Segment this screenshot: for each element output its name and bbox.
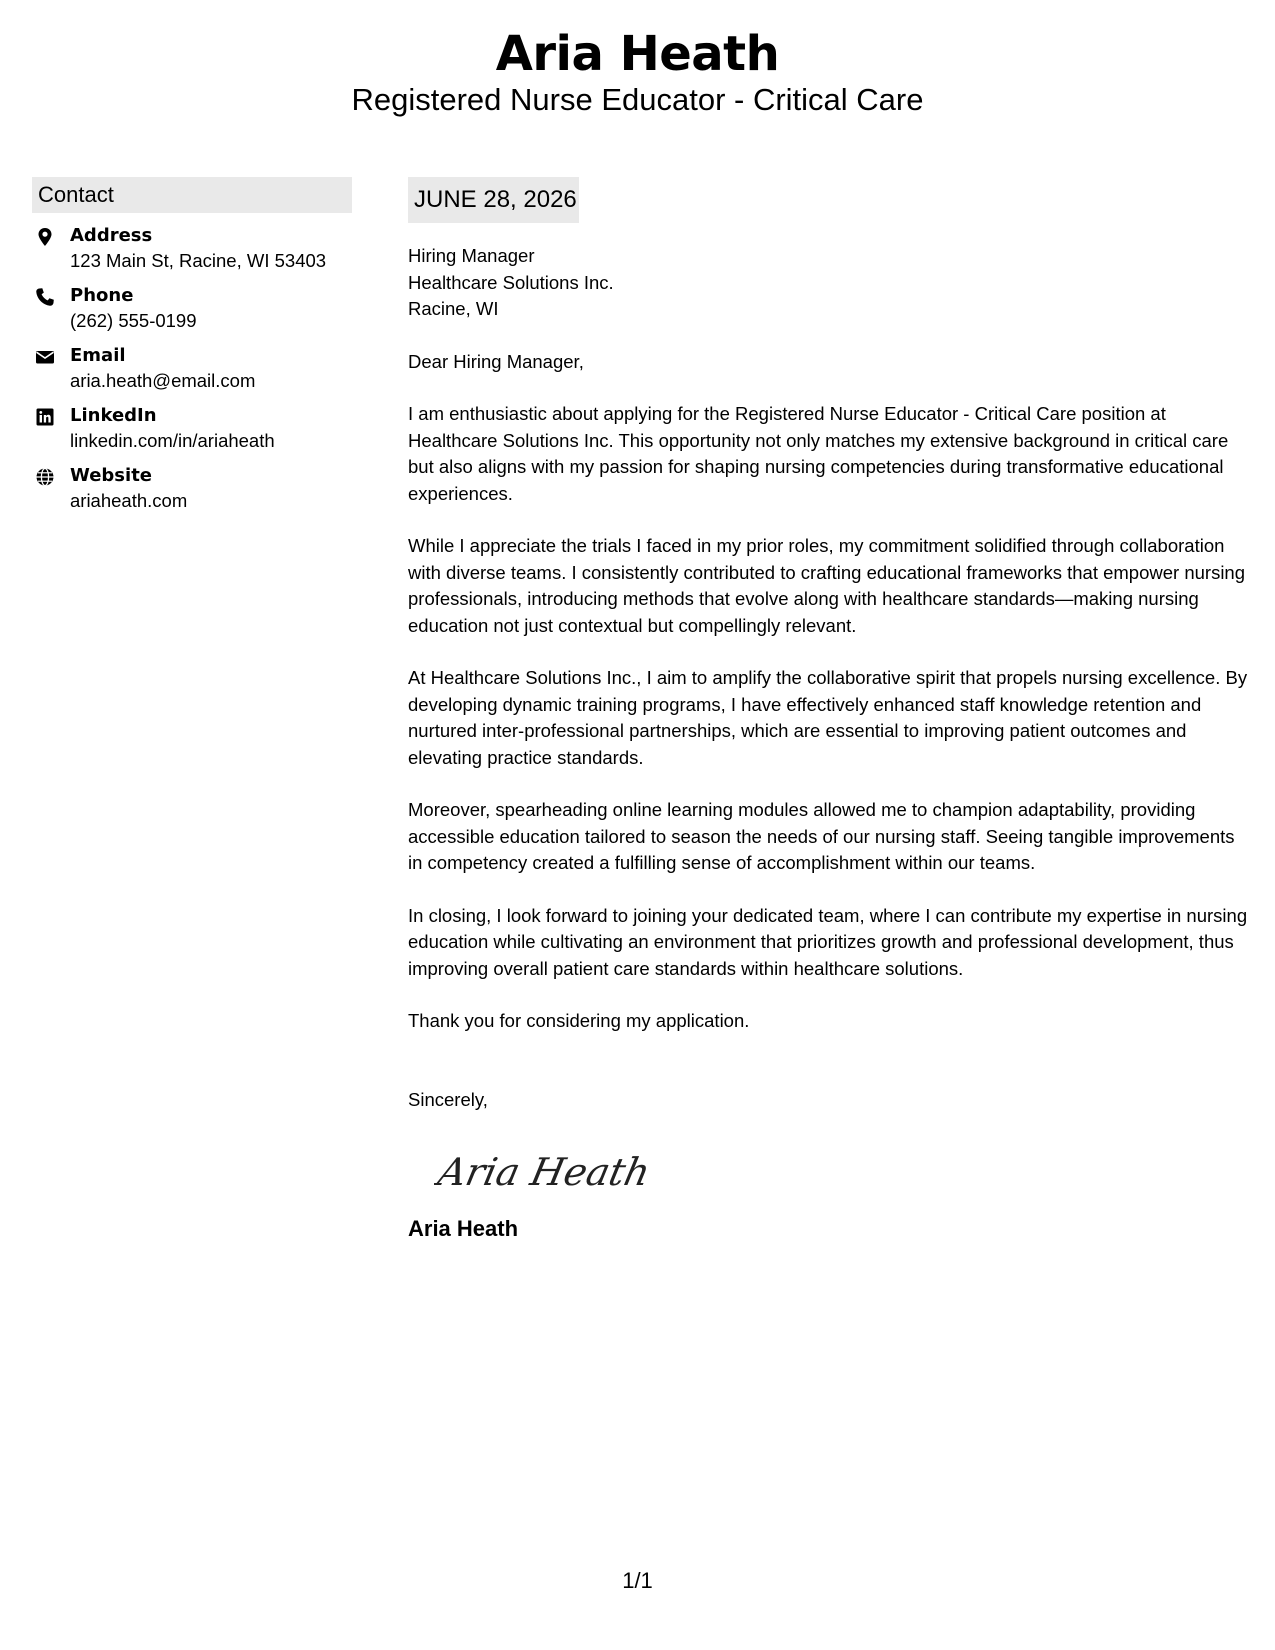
location-pin-icon (35, 227, 55, 247)
email-value: aria.heath@email.com (70, 370, 256, 391)
envelope-icon (35, 347, 55, 367)
page-number: 1/1 (622, 1568, 653, 1593)
applicant-name: Aria Heath (495, 26, 780, 82)
handwritten-signature (434, 1139, 1253, 1203)
contact-item-email (32, 343, 352, 393)
recipient-company: Healthcare Solutions Inc. (408, 271, 614, 293)
body-paragraph: I am enthusiastic about applying for the Registered Nurse Educator - Critical Care position at Healthcare Solutions Inc. This opportunity not only matches my extensive background in critical care but also aligns with my passion for shaping nursing competencies during transformative educational experiences. (408, 403, 1229, 504)
contact-sidebar (32, 177, 352, 513)
contact-item-phone (32, 283, 352, 333)
recipient-name: Hiring Manager (408, 245, 535, 266)
contact-item-linkedin (32, 403, 352, 453)
recipient-block (408, 243, 1253, 323)
phone-icon (35, 287, 55, 307)
contact-label: Email (70, 345, 126, 366)
contact-label: LinkedIn (70, 405, 157, 426)
contact-heading: Contact (32, 177, 352, 213)
signer-name: Aria Heath (408, 1216, 519, 1241)
contact-item-address (32, 223, 352, 273)
linkedin-value: linkedin.com/in/ariaheath (70, 430, 275, 451)
letter-date: JUNE 28, 2026 (408, 177, 579, 223)
contact-label: Address (70, 225, 153, 246)
letter-header (0, 26, 1275, 118)
signature-text: Aria Heath (434, 1150, 654, 1195)
greeting: Dear Hiring Manager, (408, 350, 584, 372)
phone-value: (262) 555-0199 (70, 310, 197, 331)
body-paragraph: In closing, I look forward to joining your dedicated team, where I can contribute my expertise in nursing education while cultivating an environment that prioritizes growth and professional development, thus improving overall patient care standards within healthcare solutions. (408, 904, 1248, 979)
contact-item-website (32, 463, 352, 513)
body-paragraph: At Healthcare Solutions Inc., I aim to amplify the collaborative spirit that propels nursing excellence. By developing dynamic training programs, I have effectively enhanced staff knowledge retention and nurtured inter-professional partnerships, which are essential to improving patient outcomes and elevating practice standards. (408, 667, 1248, 768)
globe-icon (35, 467, 55, 487)
body-paragraph: While I appreciate the trials I faced in my prior roles, my commitment solidified through collaboration with diverse teams. I consistently contributed to crafting educational frameworks that empower nursing professionals, introducing methods that evolve along with healthcare standards—making nursing education not just contextual but compellingly relevant. (408, 535, 1246, 636)
applicant-role: Registered Nurse Educator - Critical Care (351, 82, 924, 117)
thank-you-line: Thank you for considering my application. (408, 1010, 750, 1031)
website-value: ariaheath.com (70, 490, 188, 511)
address-value: 123 Main St, Racine, WI 53403 (70, 250, 327, 271)
recipient-location: Racine, WI (408, 298, 499, 319)
letter-body (408, 177, 1253, 1243)
contact-label: Phone (70, 285, 134, 306)
contact-label: Website (70, 465, 153, 486)
linkedin-icon (35, 407, 55, 427)
body-paragraph: Moreover, spearheading online learning modules allowed me to champion adaptability, providing accessible education tailored to season the needs of our nursing staff. Seeing tangible improvements in competency created a fulfilling sense of accomplishment within our teams. (408, 799, 1235, 873)
closing: Sincerely, (408, 1088, 488, 1110)
